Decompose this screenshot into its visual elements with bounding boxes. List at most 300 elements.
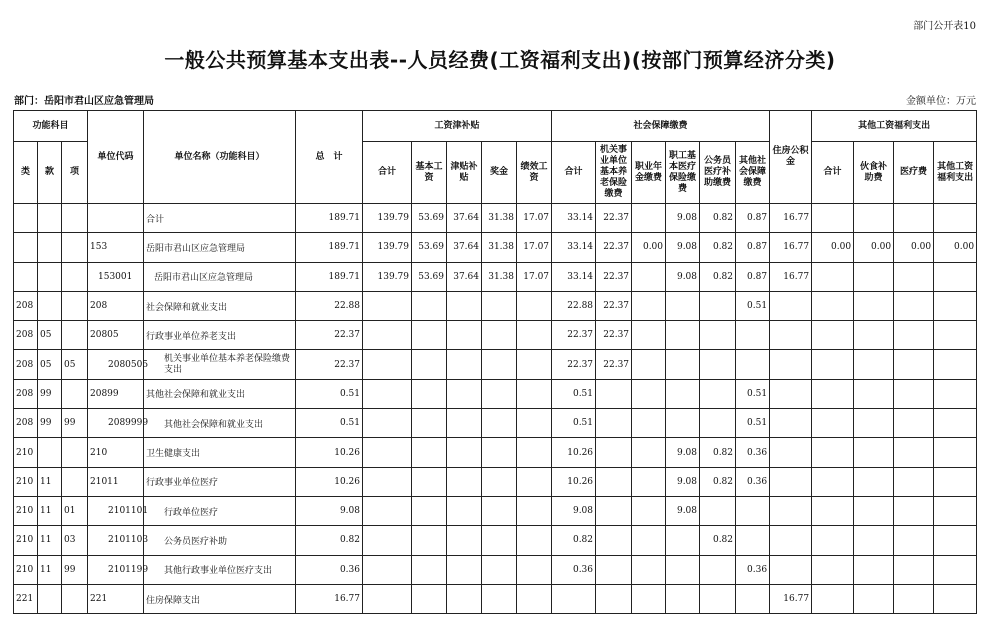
lei-cell: 208: [14, 409, 38, 438]
value-cell: 22.37: [596, 204, 632, 233]
unit-code-cell: 221: [88, 584, 144, 613]
total-cell: 0.82: [296, 526, 363, 555]
value-cell: [482, 467, 517, 496]
total-cell: 22.37: [296, 350, 363, 379]
value-cell: [517, 291, 552, 320]
kuan-cell: [38, 233, 62, 262]
value-cell: 0.82: [700, 438, 736, 467]
unit-name-cell: 行政单位医疗: [144, 496, 296, 525]
value-cell: [934, 438, 977, 467]
xiang-cell: 99: [62, 409, 88, 438]
value-cell: 53.69: [412, 204, 447, 233]
unit-code-cell: 208: [88, 291, 144, 320]
value-cell: [517, 350, 552, 379]
value-cell: 0.36: [736, 555, 770, 584]
value-cell: 0.36: [736, 467, 770, 496]
value-cell: 0.36: [552, 555, 596, 584]
value-cell: 37.64: [447, 262, 482, 291]
value-cell: 37.64: [447, 233, 482, 262]
value-cell: [412, 496, 447, 525]
value-cell: [736, 496, 770, 525]
value-cell: [447, 496, 482, 525]
unit-name-cell: 机关事业单位基本养老保险缴费支出: [144, 350, 296, 379]
unit-code-cell: 2101199: [88, 555, 144, 584]
value-cell: [632, 379, 666, 408]
value-cell: [632, 467, 666, 496]
value-cell: 31.38: [482, 262, 517, 291]
value-cell: [632, 291, 666, 320]
lei-cell: 208: [14, 379, 38, 408]
value-cell: 33.14: [552, 204, 596, 233]
unit-name-cell: 行政事业单位医疗: [144, 467, 296, 496]
value-cell: [934, 350, 977, 379]
value-cell: [812, 379, 854, 408]
value-cell: [482, 584, 517, 613]
kuan-header: 款: [38, 142, 62, 204]
value-cell: 17.07: [517, 262, 552, 291]
value-cell: 9.08: [666, 438, 700, 467]
subheader-col-13: 医疗费: [894, 142, 934, 204]
value-cell: [363, 321, 412, 350]
value-cell: [812, 291, 854, 320]
value-cell: [363, 438, 412, 467]
value-cell: [934, 467, 977, 496]
kuan-cell: 11: [38, 496, 62, 525]
subheader-col-14: 其他工资福利支出: [934, 142, 977, 204]
value-cell: [770, 350, 812, 379]
table-row: [14, 555, 977, 584]
value-cell: [363, 555, 412, 584]
value-cell: [666, 555, 700, 584]
value-cell: [812, 496, 854, 525]
value-cell: 16.77: [770, 204, 812, 233]
value-cell: [770, 438, 812, 467]
value-cell: 53.69: [412, 233, 447, 262]
value-cell: [517, 321, 552, 350]
value-cell: [812, 262, 854, 291]
xiang-cell: 05: [62, 350, 88, 379]
unit-code-cell: 2101101: [88, 496, 144, 525]
value-cell: 10.26: [552, 467, 596, 496]
value-cell: 0.51: [552, 379, 596, 408]
value-cell: [412, 467, 447, 496]
value-cell: 0.87: [736, 233, 770, 262]
kuan-cell: 99: [38, 379, 62, 408]
value-cell: [632, 350, 666, 379]
value-cell: [934, 204, 977, 233]
table-row: [14, 321, 977, 350]
value-cell: [812, 438, 854, 467]
value-cell: 37.64: [447, 204, 482, 233]
value-cell: [812, 409, 854, 438]
value-cell: [632, 438, 666, 467]
value-cell: [632, 321, 666, 350]
value-cell: 0.82: [552, 526, 596, 555]
unit-name-cell: 其他社会保障和就业支出: [144, 379, 296, 408]
unit-code-cell: 20805: [88, 321, 144, 350]
value-cell: 139.79: [363, 262, 412, 291]
value-cell: [812, 555, 854, 584]
value-cell: [812, 467, 854, 496]
table-row: [14, 291, 977, 320]
value-cell: [412, 438, 447, 467]
social-group-header: 社会保障缴费: [552, 111, 770, 142]
value-cell: [770, 496, 812, 525]
lei-cell: 208: [14, 291, 38, 320]
value-cell: [596, 409, 632, 438]
value-cell: [812, 350, 854, 379]
kuan-cell: [38, 262, 62, 291]
value-cell: [363, 350, 412, 379]
value-cell: 0.51: [736, 291, 770, 320]
value-cell: 31.38: [482, 204, 517, 233]
value-cell: [700, 291, 736, 320]
lei-cell: [14, 233, 38, 262]
func-subject-header: 功能科目: [14, 111, 88, 142]
value-cell: 53.69: [412, 262, 447, 291]
value-cell: [517, 555, 552, 584]
kuan-cell: [38, 291, 62, 320]
value-cell: [632, 496, 666, 525]
value-cell: [934, 526, 977, 555]
value-cell: [736, 526, 770, 555]
value-cell: [894, 262, 934, 291]
value-cell: 17.07: [517, 233, 552, 262]
value-cell: [934, 555, 977, 584]
value-cell: [854, 496, 894, 525]
value-cell: 16.77: [770, 262, 812, 291]
unit-code-cell: [88, 204, 144, 233]
subheader-col-7: 职业年金缴费: [632, 142, 666, 204]
value-cell: [854, 555, 894, 584]
unit-name-cell: 其他社会保障和就业支出: [144, 409, 296, 438]
unit-name-cell: 岳阳市君山区应急管理局: [144, 233, 296, 262]
unit-code-cell: 20899: [88, 379, 144, 408]
value-cell: [736, 584, 770, 613]
value-cell: [363, 526, 412, 555]
kuan-cell: [38, 584, 62, 613]
value-cell: [363, 496, 412, 525]
value-cell: [854, 291, 894, 320]
value-cell: 0.87: [736, 262, 770, 291]
unit-code-cell: 2080505: [88, 350, 144, 379]
value-cell: [854, 379, 894, 408]
value-cell: [632, 262, 666, 291]
value-cell: [482, 350, 517, 379]
total-cell: 189.71: [296, 262, 363, 291]
subheader-col-2: 津贴补贴: [447, 142, 482, 204]
value-cell: [770, 526, 812, 555]
value-cell: [770, 555, 812, 584]
value-cell: 0.00: [632, 233, 666, 262]
value-cell: [363, 291, 412, 320]
xiang-cell: [62, 467, 88, 496]
value-cell: [412, 291, 447, 320]
unit-name-cell: 社会保障和就业支出: [144, 291, 296, 320]
xiang-cell: 01: [62, 496, 88, 525]
value-cell: [596, 467, 632, 496]
value-cell: [770, 409, 812, 438]
value-cell: [447, 409, 482, 438]
value-cell: [666, 350, 700, 379]
value-cell: [517, 584, 552, 613]
value-cell: 9.08: [666, 496, 700, 525]
value-cell: [517, 409, 552, 438]
value-cell: [412, 555, 447, 584]
value-cell: [412, 584, 447, 613]
value-cell: [447, 438, 482, 467]
value-cell: [854, 321, 894, 350]
xiang-cell: 99: [62, 555, 88, 584]
value-cell: [894, 496, 934, 525]
value-cell: [447, 467, 482, 496]
lei-cell: 208: [14, 321, 38, 350]
value-cell: 9.08: [666, 467, 700, 496]
subheader-col-0: 合计: [363, 142, 412, 204]
value-cell: [770, 291, 812, 320]
total-cell: 0.51: [296, 379, 363, 408]
xiang-cell: [62, 291, 88, 320]
value-cell: 139.79: [363, 204, 412, 233]
value-cell: 0.51: [736, 409, 770, 438]
value-cell: [894, 409, 934, 438]
xiang-cell: [62, 379, 88, 408]
value-cell: [666, 409, 700, 438]
xiang-header: 项: [62, 142, 88, 204]
kuan-cell: 05: [38, 350, 62, 379]
value-cell: [482, 555, 517, 584]
kuan-cell: [38, 438, 62, 467]
value-cell: 0.87: [736, 204, 770, 233]
value-cell: 0.82: [700, 467, 736, 496]
value-cell: [934, 291, 977, 320]
table-row: [14, 438, 977, 467]
table-row: [14, 233, 977, 262]
subheader-col-12: 伙食补助费: [854, 142, 894, 204]
value-cell: [894, 584, 934, 613]
table-row: [14, 584, 977, 613]
unit-name-cell: 住房保障支出: [144, 584, 296, 613]
xiang-cell: 03: [62, 526, 88, 555]
unit-name-cell: 卫生健康支出: [144, 438, 296, 467]
value-cell: [854, 204, 894, 233]
value-cell: [894, 526, 934, 555]
value-cell: [482, 321, 517, 350]
value-cell: [894, 555, 934, 584]
unit-code-cell: 210: [88, 438, 144, 467]
value-cell: [632, 204, 666, 233]
value-cell: [412, 409, 447, 438]
value-cell: [596, 526, 632, 555]
value-cell: [854, 467, 894, 496]
value-cell: 33.14: [552, 233, 596, 262]
subheader-col-8: 职工基本医疗保险缴费: [666, 142, 700, 204]
other-group-header: 其他工资福利支出: [812, 111, 977, 142]
lei-cell: 210: [14, 438, 38, 467]
xiang-cell: [62, 262, 88, 291]
table-row: [14, 496, 977, 525]
value-cell: [412, 321, 447, 350]
xiang-cell: [62, 204, 88, 233]
corner-label: 部门公开表10: [913, 21, 976, 32]
value-cell: [770, 467, 812, 496]
subheader-col-6: 机关事业单位基本养老保险缴费: [596, 142, 632, 204]
value-cell: [632, 526, 666, 555]
value-cell: [412, 526, 447, 555]
table-header: [14, 111, 977, 204]
table-body: [14, 204, 977, 614]
value-cell: 16.77: [770, 233, 812, 262]
lei-cell: [14, 204, 38, 233]
xiang-cell: [62, 438, 88, 467]
value-cell: [412, 379, 447, 408]
value-cell: [700, 555, 736, 584]
value-cell: 22.37: [596, 350, 632, 379]
value-cell: [700, 321, 736, 350]
value-cell: 9.08: [666, 233, 700, 262]
total-cell: 189.71: [296, 204, 363, 233]
unit-label: 金额单位：万元: [906, 96, 976, 107]
value-cell: [666, 526, 700, 555]
subheader-col-4: 绩效工资: [517, 142, 552, 204]
unit-name-cell: 合计: [144, 204, 296, 233]
value-cell: 22.37: [552, 321, 596, 350]
kuan-cell: 05: [38, 321, 62, 350]
unit-name-cell: 行政事业单位养老支出: [144, 321, 296, 350]
salary-group-header: 工资津补贴: [363, 111, 552, 142]
value-cell: [736, 350, 770, 379]
unit-code-cell: 2101103: [88, 526, 144, 555]
value-cell: [666, 584, 700, 613]
kuan-cell: 99: [38, 409, 62, 438]
value-cell: [482, 379, 517, 408]
total-cell: 22.88: [296, 291, 363, 320]
xiang-cell: [62, 584, 88, 613]
xiang-cell: [62, 233, 88, 262]
value-cell: [736, 321, 770, 350]
value-cell: [666, 321, 700, 350]
subheader-col-9: 公务员医疗补助缴费: [700, 142, 736, 204]
value-cell: [854, 584, 894, 613]
value-cell: 0.82: [700, 526, 736, 555]
lei-cell: 210: [14, 555, 38, 584]
value-cell: [700, 409, 736, 438]
value-cell: [934, 409, 977, 438]
value-cell: [412, 350, 447, 379]
value-cell: 22.37: [596, 233, 632, 262]
value-cell: [894, 291, 934, 320]
value-cell: 9.08: [666, 262, 700, 291]
lei-cell: 210: [14, 467, 38, 496]
value-cell: [700, 350, 736, 379]
value-cell: [363, 584, 412, 613]
kuan-cell: 11: [38, 555, 62, 584]
value-cell: [363, 467, 412, 496]
value-cell: [894, 204, 934, 233]
value-cell: [894, 438, 934, 467]
value-cell: 22.37: [552, 350, 596, 379]
unit-code-cell: 2089999: [88, 409, 144, 438]
unit-name-cell: 岳阳市君山区应急管理局: [144, 262, 296, 291]
value-cell: [482, 438, 517, 467]
xiang-cell: [62, 321, 88, 350]
value-cell: [854, 350, 894, 379]
value-cell: 9.08: [666, 204, 700, 233]
value-cell: [363, 379, 412, 408]
lei-cell: [14, 262, 38, 291]
value-cell: [894, 350, 934, 379]
value-cell: [596, 496, 632, 525]
subheader-col-11: 合计: [812, 142, 854, 204]
total-cell: 22.37: [296, 321, 363, 350]
value-cell: [596, 555, 632, 584]
value-cell: [447, 291, 482, 320]
value-cell: 0.82: [700, 262, 736, 291]
value-cell: 0.00: [934, 233, 977, 262]
value-cell: [517, 438, 552, 467]
value-cell: 10.26: [552, 438, 596, 467]
value-cell: [934, 379, 977, 408]
value-cell: [447, 526, 482, 555]
value-cell: 0.00: [812, 233, 854, 262]
subheader-col-10: 其他社会保障缴费: [736, 142, 770, 204]
total-cell: 10.26: [296, 467, 363, 496]
value-cell: [552, 584, 596, 613]
value-cell: [854, 262, 894, 291]
lei-cell: 221: [14, 584, 38, 613]
unit-code-header: 单位代码: [88, 111, 144, 204]
value-cell: 22.88: [552, 291, 596, 320]
value-cell: 0.51: [736, 379, 770, 408]
value-cell: [517, 467, 552, 496]
value-cell: [596, 584, 632, 613]
unit-code-cell: 153: [88, 233, 144, 262]
value-cell: [700, 584, 736, 613]
value-cell: [482, 496, 517, 525]
lei-cell: 208: [14, 350, 38, 379]
subheader-col-1: 基本工资: [412, 142, 447, 204]
value-cell: [894, 379, 934, 408]
value-cell: [812, 526, 854, 555]
value-cell: [934, 262, 977, 291]
value-cell: [770, 321, 812, 350]
unit-code-cell: 153001: [88, 262, 144, 291]
subheader-col-3: 奖金: [482, 142, 517, 204]
value-cell: 0.51: [552, 409, 596, 438]
value-cell: [812, 204, 854, 233]
lei-header: 类: [14, 142, 38, 204]
value-cell: [482, 409, 517, 438]
total-cell: 10.26: [296, 438, 363, 467]
table-row: [14, 379, 977, 408]
value-cell: 139.79: [363, 233, 412, 262]
value-cell: [894, 321, 934, 350]
value-cell: [934, 584, 977, 613]
unit-name-cell: 其他行政事业单位医疗支出: [144, 555, 296, 584]
table-row: [14, 262, 977, 291]
value-cell: [666, 379, 700, 408]
kuan-cell: 11: [38, 467, 62, 496]
value-cell: [363, 409, 412, 438]
table-row: [14, 467, 977, 496]
value-cell: [596, 438, 632, 467]
value-cell: [447, 379, 482, 408]
value-cell: [812, 584, 854, 613]
value-cell: [632, 584, 666, 613]
value-cell: [482, 526, 517, 555]
value-cell: [854, 438, 894, 467]
value-cell: [517, 526, 552, 555]
